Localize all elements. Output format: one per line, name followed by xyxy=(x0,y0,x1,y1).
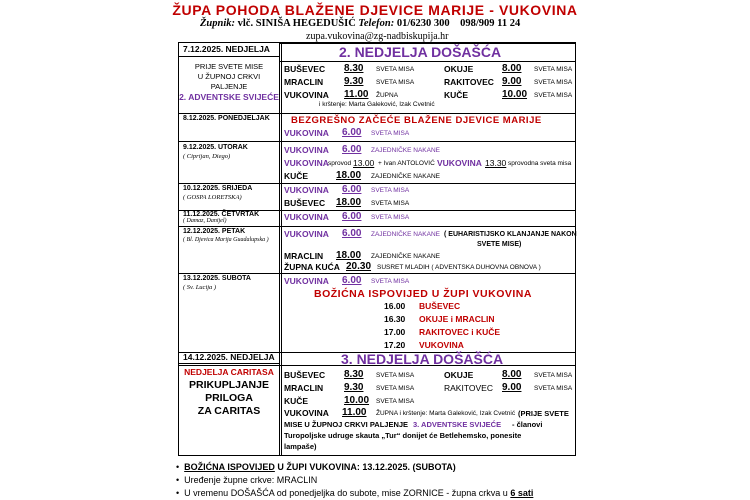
day1-place-2: MRACLIN xyxy=(284,77,324,87)
day3-mid-2: + Ivan ANTOLOVIĆ xyxy=(378,160,435,167)
day6-place-2: MRACLIN xyxy=(284,251,324,261)
day8-desc-3: SVETA MISA xyxy=(376,398,415,405)
day8-time-3: 10.00 xyxy=(344,395,370,406)
note-zornice: • U vremenu DOŠAŠĆA od ponedjeljka do subote, mise ZORNICE - župna crkva u 6 sati xyxy=(176,488,534,498)
day8-place-1: BUŠEVEC xyxy=(284,370,326,380)
day4-desc-1: SVETA MISA xyxy=(371,187,410,194)
day8-place-3: KUČE xyxy=(284,396,309,406)
day5-place-1: VUKOVINA xyxy=(284,212,329,222)
day3-date: 9.12.2025. UTORAK xyxy=(183,144,248,151)
day8-place-2: MRACLIN xyxy=(284,383,324,393)
note-confession: • BOŽIĆNA ISPOVIJED U ŽUPI VUKOVINA: 13.12.2025. (SUBOTA) xyxy=(176,462,456,472)
day2-time: 6.00 xyxy=(342,127,362,138)
day2-place: VUKOVINA xyxy=(284,128,329,138)
day1-desc2-3: SVETA MISA xyxy=(534,92,573,99)
day3-time-2: 13.00 xyxy=(353,158,375,168)
day1-time2-2: 9.00 xyxy=(502,76,522,87)
day4-time-1: 6.00 xyxy=(342,184,362,195)
day6-place-1: VUKOVINA xyxy=(284,229,329,239)
day7-saints: ( Sv. Lucija ) xyxy=(183,284,217,291)
day8-line3: Turopoljske udruge skauta „Tur“ donijet će Betlehemsko, ponesite xyxy=(284,431,522,440)
day7-desc-1: SVETA MISA xyxy=(371,278,410,285)
day8-vuk-time: 11.00 xyxy=(342,407,367,418)
day7-conf-place-4: VUKOVINA xyxy=(419,340,464,350)
day1-extra: i krštenje: Marta Galeković, Izak Cvetnić xyxy=(319,101,435,108)
day3-time-1: 6.00 xyxy=(342,144,362,155)
day6-time-3: 20.30 xyxy=(346,261,372,272)
day8-vuk-place: VUKOVINA xyxy=(284,408,329,418)
day8-note: PRIKUPLJANJE PRILOGA ZA CARITAS xyxy=(189,379,269,417)
day1-desc-2: SVETA MISA xyxy=(376,79,415,86)
day3-place-3: KUČE xyxy=(284,171,309,181)
day2-desc: SVETA MISA xyxy=(371,130,410,137)
day3-desc-1: ZAJEDNIČKE NAKANE xyxy=(371,147,440,154)
day3-time2-2: 13.30 xyxy=(485,158,507,168)
day2-date: 8.12.2025. PONEDJELJAK xyxy=(183,115,270,122)
day6-desc-1: ZAJEDNIČKE NAKANE xyxy=(371,231,440,238)
day8-vuk-bold: (PRIJE SVETE xyxy=(518,409,569,418)
day3-pre-2: sprovod xyxy=(328,160,352,167)
bullet-icon: • xyxy=(176,488,182,498)
day7-date: 13.12.2025. SUBOTA xyxy=(183,275,251,282)
day8-line2-c: - članovi xyxy=(512,420,543,429)
day6-desc-2: ZAJEDNIČKE NAKANE xyxy=(371,253,440,260)
zupnik-label: Župnik: xyxy=(200,18,236,29)
day3-place-1: VUKOVINA xyxy=(284,145,329,155)
day1-place2-1: OKUJE xyxy=(444,64,474,74)
day7-conf-place-2: OKUJE i MRACLIN xyxy=(419,314,495,324)
day6-desc-3: SUSRET MLADIH ( ADVENTSKA DUHOVNA OBNOVA ) xyxy=(377,264,541,271)
day1-time-3: 11.00 xyxy=(344,89,369,100)
day1-time-2: 9.30 xyxy=(344,76,364,87)
day1-desc2-1: SVETA MISA xyxy=(534,66,573,73)
day5-saints: ( Damaz, Danijel) xyxy=(183,218,227,224)
day8-date: 14.12.2025. NEDJELJA xyxy=(183,352,275,362)
day6-extra-1: ( EUHARISTIJSKO KLANJANJE NAKON xyxy=(444,231,577,238)
day6-time-1: 6.00 xyxy=(342,228,362,239)
day8-desc-2: SVETA MISA xyxy=(376,385,415,392)
day8-time2-1: 8.00 xyxy=(502,369,522,380)
day3-saints: ( Ciprijan, Diego) xyxy=(183,153,231,160)
day4-desc-2: SVETA MISA xyxy=(371,200,410,207)
mobile-number: 098/909 11 24 xyxy=(460,18,521,29)
day7-conf-time-4: 17.20 xyxy=(384,340,406,350)
page-title: ŽUPA POHODA BLAŽENE DJEVICE MARIJE - VUKOVINA xyxy=(172,2,578,18)
day8-line4: lampaše) xyxy=(284,442,317,451)
day7-place-1: VUKOVINA xyxy=(284,276,329,286)
day7-conf-place-1: BUŠEVEC xyxy=(419,301,461,311)
day1-desc-3: ŽUPNA xyxy=(376,92,399,99)
telefon-number: 01/6230 300 xyxy=(396,18,450,29)
bullet-icon: • xyxy=(176,462,182,472)
day6-time-2: 18.00 xyxy=(336,250,362,261)
day5-desc-1: SVETA MISA xyxy=(371,214,410,221)
day8-place2-2: RAKITOVEC xyxy=(444,383,493,393)
day1-time2-1: 8.00 xyxy=(502,63,522,74)
day1-title: 2. NEDJELJA DOŠAŠĆA xyxy=(339,44,502,60)
day5-date: 11.12.2025. ČETVRTAK xyxy=(183,211,260,218)
day4-time-2: 18.00 xyxy=(336,197,362,208)
day3-desc2-2: sprovodna sveta misa xyxy=(508,160,572,167)
day4-date: 10.12.2025. SRIJEDA xyxy=(183,185,253,192)
day3-time-3: 18.00 xyxy=(336,170,362,181)
day1-place-1: BUŠEVEC xyxy=(284,64,326,74)
schedule-table xyxy=(178,42,576,456)
day7-conf-place-3: RAKITOVEC i KUČE xyxy=(419,327,501,337)
day6-date: 12.12.2025. PETAK xyxy=(183,228,246,235)
day3-place2-2: VUKOVINA xyxy=(437,158,482,168)
day8-time-2: 9.30 xyxy=(344,382,364,393)
bullet-icon: • xyxy=(176,475,182,485)
day4-saints: ( GOSPA LORETSKA) xyxy=(183,194,242,201)
day7-conf-time-3: 17.00 xyxy=(384,327,406,337)
day8-desc2-2: SVETA MISA xyxy=(534,385,573,392)
day1-date: 7.12.2025. NEDJELJA xyxy=(183,44,270,54)
day8-place2-1: OKUJE xyxy=(444,370,474,380)
day1-desc2-2: SVETA MISA xyxy=(534,79,573,86)
day5-time-1: 6.00 xyxy=(342,211,362,222)
day3-desc-3: ZAJEDNIČKE NAKANE xyxy=(371,173,440,180)
day6-extra-2: SVETE MISE) xyxy=(477,241,522,248)
telefon-label: Telefon: xyxy=(358,18,395,29)
day1-time2-3: 10.00 xyxy=(502,89,528,100)
day6-place-3: ŽUPNA KUĆA xyxy=(284,262,340,272)
day7-conf-time-2: 16.30 xyxy=(384,314,406,324)
day1-place2-3: KUČE xyxy=(444,90,469,100)
day8-vuk-desc: ŽUPNA i krštenje: Marta Galeković, Izak Cvetnić xyxy=(376,410,516,417)
day8-line2-a: MISE U ŽUPNOJ CRKVI PALJENJE xyxy=(284,420,409,429)
day8-note-red: NEDJELJA CARITASA xyxy=(184,367,274,377)
day6-saints: ( Bl. Djevica Marija Guadalupska ) xyxy=(183,237,269,243)
day4-place-2: BUŠEVEC xyxy=(284,198,326,208)
day8-desc-1: SVETA MISA xyxy=(376,372,415,379)
day1-place2-2: RAKITOVEC xyxy=(444,77,494,87)
day8-time2-2: 9.00 xyxy=(502,382,522,393)
day3-place-2: VUKOVINA xyxy=(284,158,329,168)
contact-line xyxy=(200,18,520,29)
day7-conf-time-1: 16.00 xyxy=(384,301,406,311)
day1-place-3: VUKOVINA xyxy=(284,90,329,100)
day7-title: BOŽIĆNA ISPOVIJED U ŽUPI VUKOVINA xyxy=(314,288,532,300)
note-cleaning: • Uređenje župne crkve: MRACLIN xyxy=(176,475,318,485)
day1-note: PRIJE SVETE MISE U ŽUPNOJ CRKVI PALJENJE 2. ADVENTSKE SVIJEĆE xyxy=(179,62,279,102)
day1-desc-1: SVETA MISA xyxy=(376,66,415,73)
day8-desc2-1: SVETA MISA xyxy=(534,372,573,379)
email-link[interactable]: zupa.vukovina@zg-nadbiskupija.hr xyxy=(306,31,449,42)
day4-place-1: VUKOVINA xyxy=(284,185,329,195)
day8-line2-b: 3. ADVENTSKE SVIJEĆE xyxy=(413,420,502,429)
zupnik-name: vlč. SINIŠA HEGEDUŠIĆ xyxy=(237,18,356,29)
day1-time-1: 8.30 xyxy=(344,63,364,74)
day8-title: 3. NEDJELJA DOŠAŠĆA xyxy=(341,351,504,367)
day7-time-1: 6.00 xyxy=(342,275,362,286)
day8-time-1: 8.30 xyxy=(344,369,364,380)
day2-title: BEZGREŠNO ZAČEĆE BLAŽENE DJEVICE MARIJE xyxy=(291,115,542,126)
